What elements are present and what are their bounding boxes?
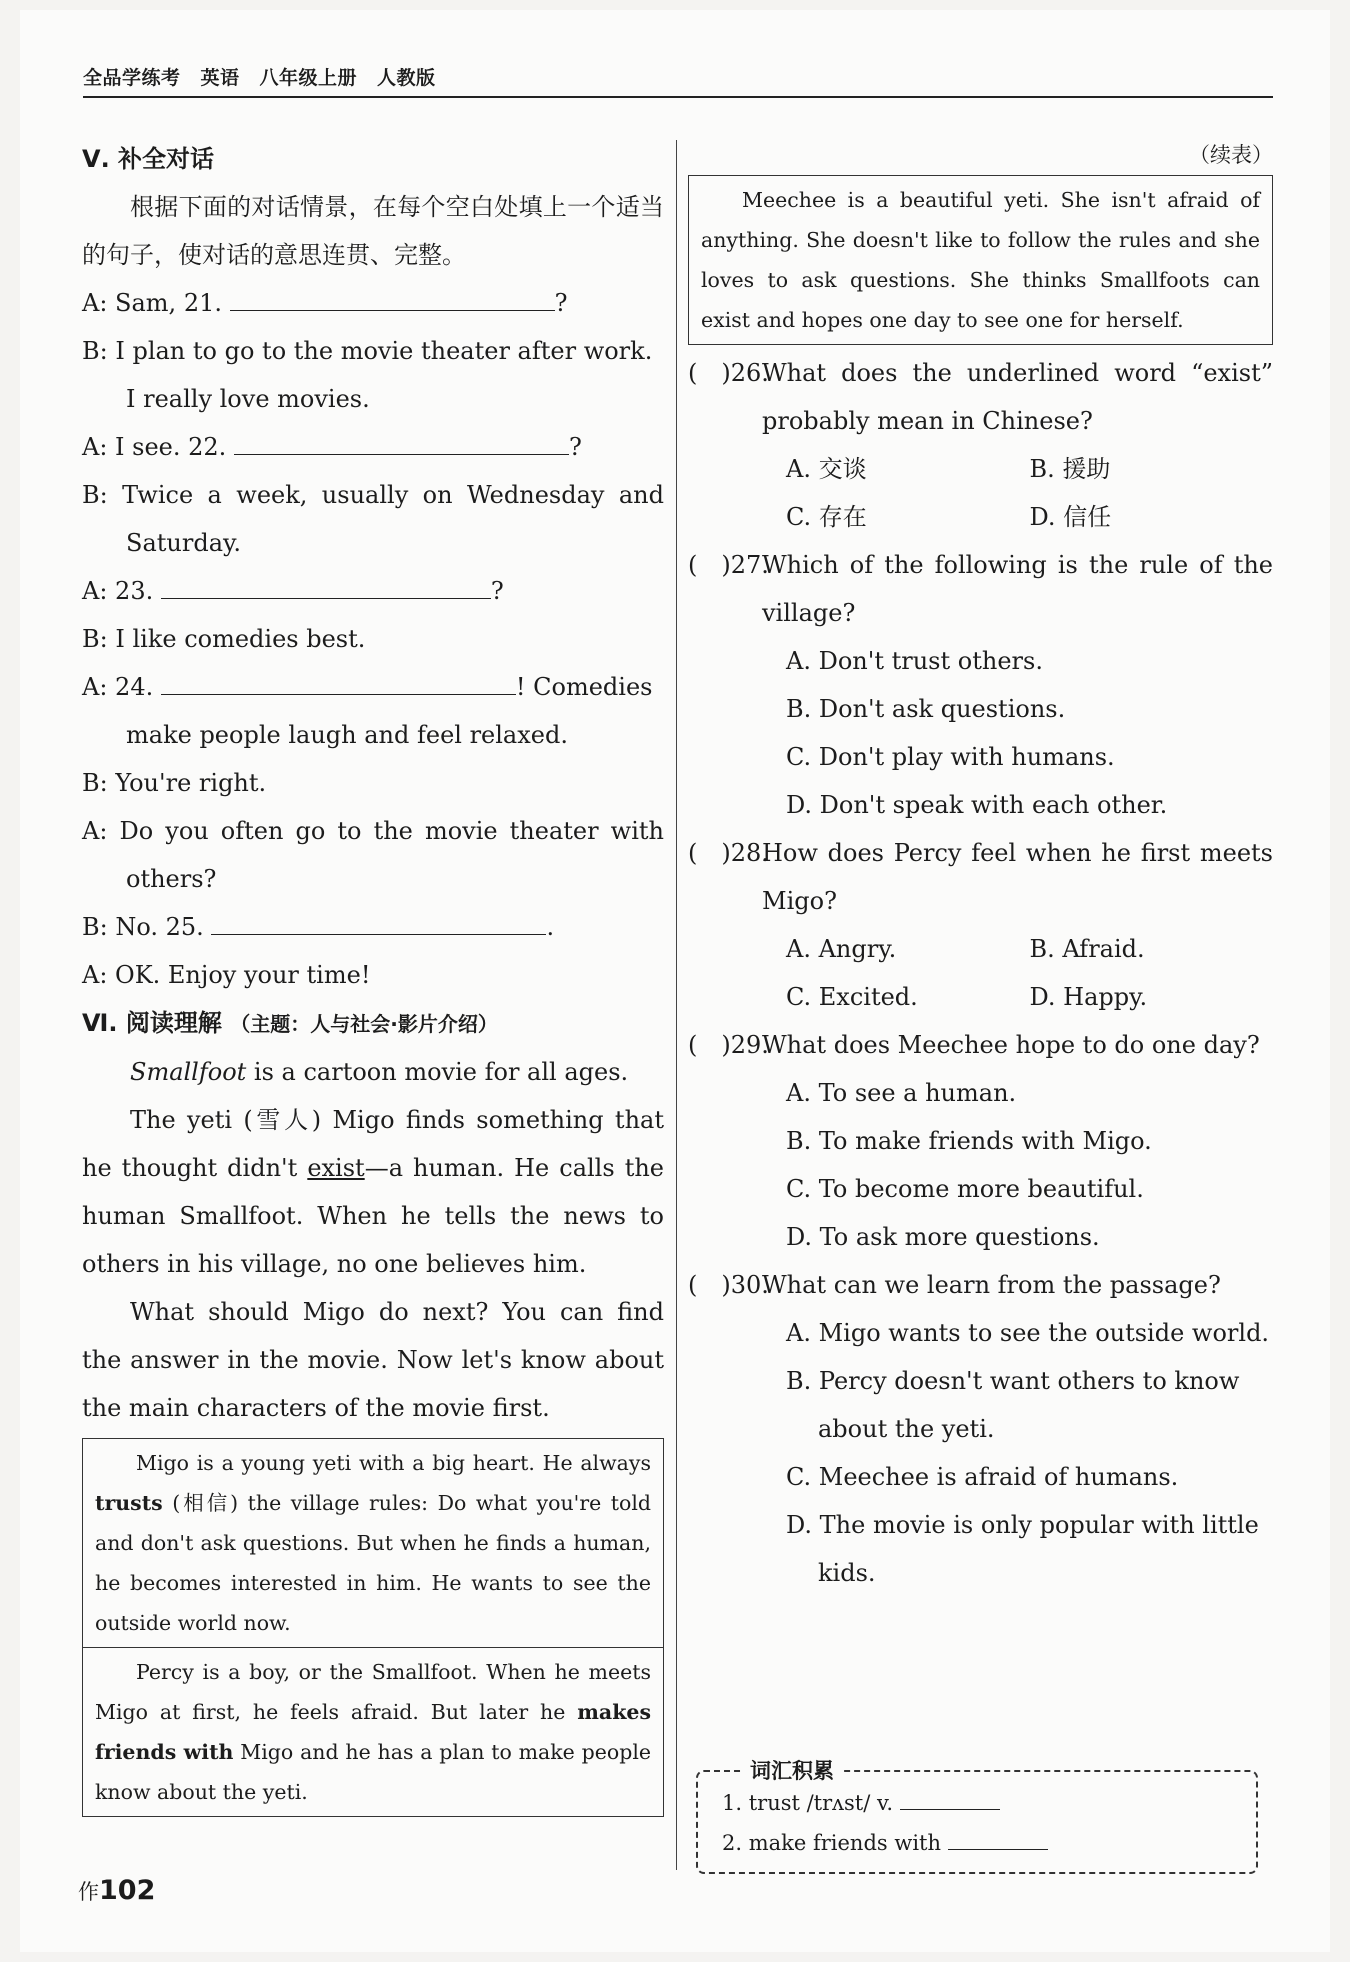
book-name: 全品学练考 xyxy=(83,67,181,89)
left-column xyxy=(82,135,664,1817)
dialogue-line: A: Sam, 21. ? xyxy=(82,279,664,327)
option-c[interactable]: C. To become more beautiful. xyxy=(786,1175,1144,1203)
option-a[interactable]: A. Angry. xyxy=(786,935,897,963)
answer-bracket[interactable]: ( )27. xyxy=(688,551,769,579)
right-column xyxy=(688,135,1273,1597)
question-item xyxy=(688,1021,1273,1261)
option-b[interactable]: B. Afraid. xyxy=(1029,935,1145,963)
vocab-blank-1[interactable] xyxy=(900,1787,1000,1810)
column-divider xyxy=(676,140,677,1870)
section-5-instruction: 根据下面的对话情景，在每个空白处填上一个适当的句子，使对话的意思连贯、完整。 xyxy=(82,193,664,269)
question-text: How does Percy feel when he first meets Migo? xyxy=(762,839,1273,915)
answer-blank-25[interactable] xyxy=(211,908,546,935)
vocab-item: 2. make friends with xyxy=(722,1824,1048,1862)
option-d[interactable]: D. To ask more questions. xyxy=(786,1223,1100,1251)
answer-blank-21[interactable] xyxy=(230,284,555,311)
answer-blank-24[interactable] xyxy=(161,668,516,695)
dialogue-line: A: I see. 22. ? xyxy=(82,423,664,471)
option-a[interactable]: A. 交谈 xyxy=(786,455,867,483)
question-item xyxy=(688,829,1273,1021)
option-b[interactable]: B. To make friends with Migo. xyxy=(786,1127,1152,1155)
page-number: 作102 xyxy=(78,1875,156,1906)
option-d[interactable]: D. Don't speak with each other. xyxy=(786,791,1168,819)
dialogue-line: B: I like comedies best. xyxy=(82,625,366,653)
character-meechee: Meechee is a beautiful yeti. She isn't afraid of anything. She doesn't like to follow the rules and she loves to ask questions. She thinks Smallfoots can exist and hopes one day to see one for herself. xyxy=(688,175,1273,345)
passage-paragraph: The yeti (雪人) Migo finds something that he thought didn't exist—a human. He calls the human Smallfoot. When he tells the news to others in his village, no one believes him. xyxy=(82,1106,665,1278)
answer-bracket[interactable]: ( )28. xyxy=(688,839,769,867)
question-text: What does Meechee hope to do one day? xyxy=(762,1031,1260,1059)
passage-paragraph: Smallfoot is a cartoon movie for all ages. xyxy=(130,1058,629,1086)
section-6-title: Ⅵ. 阅读理解 （主题：人与社会·影片介绍） xyxy=(82,1009,498,1037)
dialogue-line: A: 23. ? xyxy=(82,567,664,615)
question-item xyxy=(688,541,1273,829)
option-a[interactable]: A. Don't trust others. xyxy=(786,647,1043,675)
question-text: Which of the following is the rule of the village? xyxy=(762,551,1273,627)
option-b[interactable]: B. 援助 xyxy=(1029,455,1111,483)
edition: 人教版 xyxy=(377,67,436,89)
movie-title: Smallfoot xyxy=(130,1058,247,1086)
vocab-blank-2[interactable] xyxy=(948,1827,1048,1850)
section-5-title: Ⅴ. 补全对话 xyxy=(82,145,215,173)
character-table xyxy=(82,1438,664,1817)
answer-bracket[interactable]: ( )30. xyxy=(688,1271,769,1299)
dialogue-line: A: Do you often go to the movie theater with others? xyxy=(82,817,664,893)
dialogue-line: B: No. 25. . xyxy=(82,903,664,951)
vocabulary-title: 词汇积累 xyxy=(742,1752,842,1790)
question-item xyxy=(688,349,1273,541)
option-d[interactable]: D. The movie is only popular with little kids. xyxy=(786,1511,1259,1587)
vocab-item: 1. trust /trʌst/ v. xyxy=(722,1784,1000,1822)
option-b[interactable]: B. Don't ask questions. xyxy=(786,695,1066,723)
option-a[interactable]: A. To see a human. xyxy=(786,1079,1017,1107)
question-item xyxy=(688,1261,1273,1597)
vocabulary-box xyxy=(696,1759,1258,1874)
character-migo: Migo is a young yeti with a big heart. He always trusts (相信) the village rules: Do what you're told and don't ask questions. But when he finds a human, he becomes interested in him. He wants to see the outside world now. xyxy=(95,1451,651,1635)
dialogue-line: A: 24. ! Comedies make people laugh and feel relaxed. xyxy=(82,663,664,759)
option-c[interactable]: C. Meechee is afraid of humans. xyxy=(786,1463,1179,1491)
question-text: What does the underlined word “exist” probably mean in Chinese? xyxy=(762,359,1273,435)
dialogue-line: B: I plan to go to the movie theater after work. I really love movies. xyxy=(82,337,653,413)
option-b[interactable]: B. Percy doesn't want others to know about the yeti. xyxy=(786,1367,1240,1443)
answer-blank-22[interactable] xyxy=(234,428,569,455)
option-a[interactable]: A. Migo wants to see the outside world. xyxy=(786,1319,1270,1347)
question-text: What can we learn from the passage? xyxy=(762,1271,1221,1299)
option-c[interactable]: C. Excited. xyxy=(786,983,918,1011)
passage-paragraph: What should Migo do next? You can find the answer in the movie. Now let's know about the main characters of the movie first. xyxy=(82,1298,664,1422)
option-d[interactable]: D. Happy. xyxy=(1029,983,1148,1011)
dialogue-line: A: OK. Enjoy your time! xyxy=(82,961,371,989)
character-percy: Percy is a boy, or the Smallfoot. When he meets Migo at first, he feels afraid. But later he makes friends with Migo and he has a plan to make people know about the yeti. xyxy=(83,1647,663,1816)
option-d[interactable]: D. 信任 xyxy=(1029,503,1112,531)
subject: 英语 xyxy=(200,67,240,89)
continued-label: （续表） xyxy=(1189,143,1273,167)
option-c[interactable]: C. 存在 xyxy=(786,503,867,531)
answer-bracket[interactable]: ( )29. xyxy=(688,1031,769,1059)
option-c[interactable]: C. Don't play with humans. xyxy=(786,743,1115,771)
dialogue-line: B: Twice a week, usually on Wednesday and Saturday. xyxy=(82,481,664,557)
running-header xyxy=(83,63,456,90)
question-list xyxy=(688,349,1273,1597)
underlined-word-exist: exist xyxy=(307,1154,365,1182)
dialogue-line: B: You're right. xyxy=(82,769,267,797)
section-6-topic: （主题：人与社会·影片介绍） xyxy=(230,1012,498,1036)
answer-blank-23[interactable] xyxy=(161,572,491,599)
answer-bracket[interactable]: ( )26. xyxy=(688,359,769,387)
header-rule xyxy=(83,96,1273,98)
grade: 八年级上册 xyxy=(259,67,358,89)
